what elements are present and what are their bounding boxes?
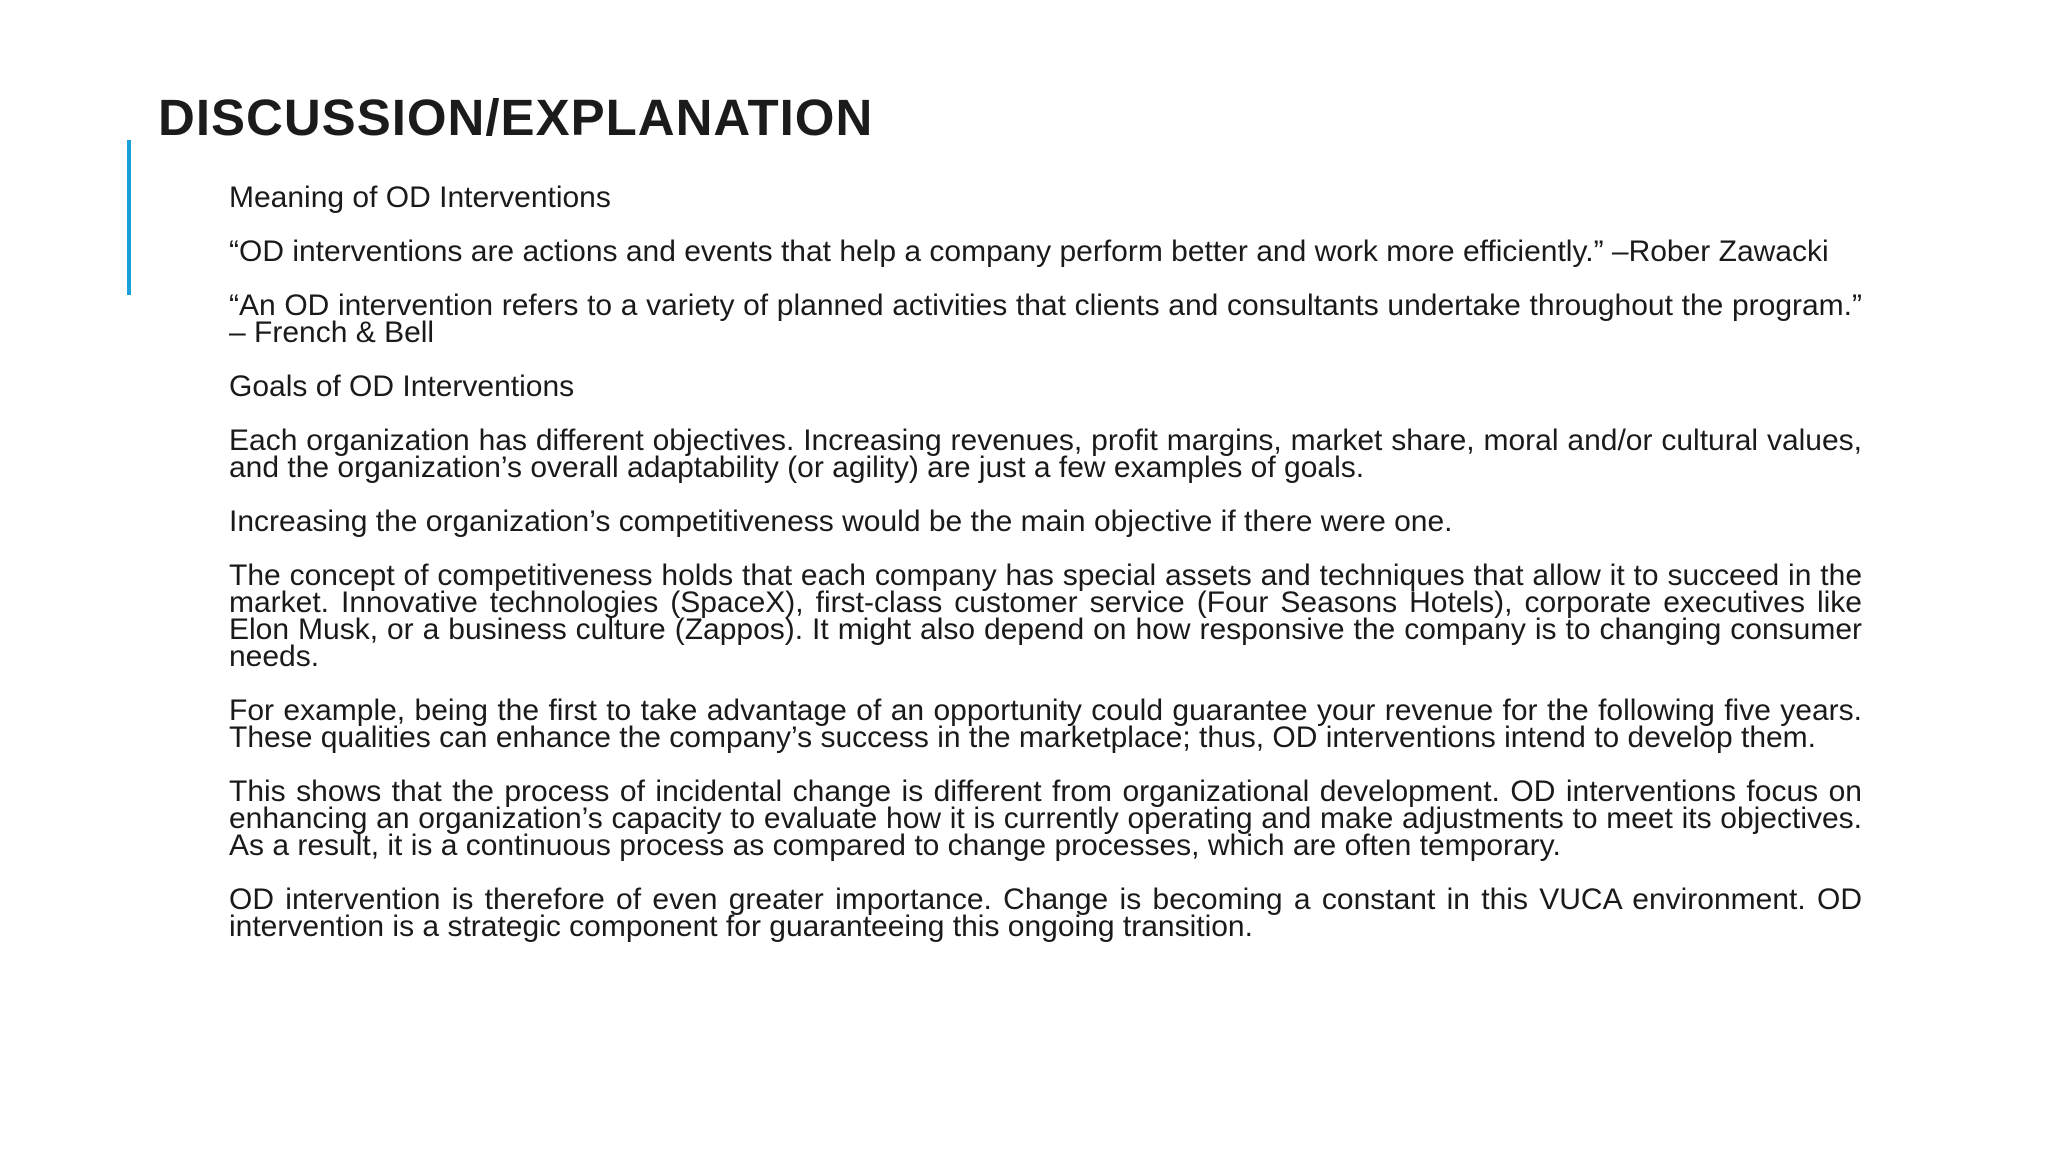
quote-french-bell: “An OD intervention refers to a variety of planned activities that clients and consultants undertake throughout the program.” – French & Bell	[229, 289, 1862, 349]
paragraph-example: For example, being the first to take advantage of an opportunity could guarantee your revenue for the following five years. These qualities can enhance the company’s success in the marketplace; thus, OD interventions intend to develop them.	[229, 694, 1862, 754]
accent-bar	[127, 140, 131, 295]
paragraph-incidental-change: This shows that the process of incidental change is different from organizational development. OD interventions focus on enhancing an organization’s capacity to evaluate how it is currently operating and make adjustments to meet its objectives. As a result, it is a continuous process as compared to change processes, which are often temporary.	[229, 775, 1862, 862]
paragraph-competitiveness: The concept of competitiveness holds that each company has special assets and techniques that allow it to succeed in the market. Innovative technologies (SpaceX), first-class customer service (Four Seasons Hotels), corporate executives like Elon Musk, or a business culture (Zappos). It might also depend on how responsive the company is to changing consumer needs.	[229, 559, 1862, 673]
slide-title: DISCUSSION/EXPLANATION	[158, 89, 874, 146]
paragraph-vuca: OD intervention is therefore of even greater importance. Change is becoming a constant in this VUCA environment. OD intervention is a strategic component for guaranteeing this ongoing transition.	[229, 883, 1862, 943]
quote-zawacki: “OD interventions are actions and events that help a company perform better and work more efficiently.” –Rober Zawacki	[229, 235, 1829, 268]
paragraph-objectives: Each organization has different objectives. Increasing revenues, profit margins, market share, moral and/or cultural values, and the organization’s overall adaptability (or agility) are just a few examples of goals.	[229, 424, 1862, 484]
slide-body	[229, 181, 1862, 967]
paragraph-main-objective: Increasing the organization’s competitiveness would be the main objective if there were one.	[229, 505, 1453, 538]
subheading-meaning: Meaning of OD Interventions	[229, 181, 611, 214]
subheading-goals: Goals of OD Interventions	[229, 370, 575, 403]
